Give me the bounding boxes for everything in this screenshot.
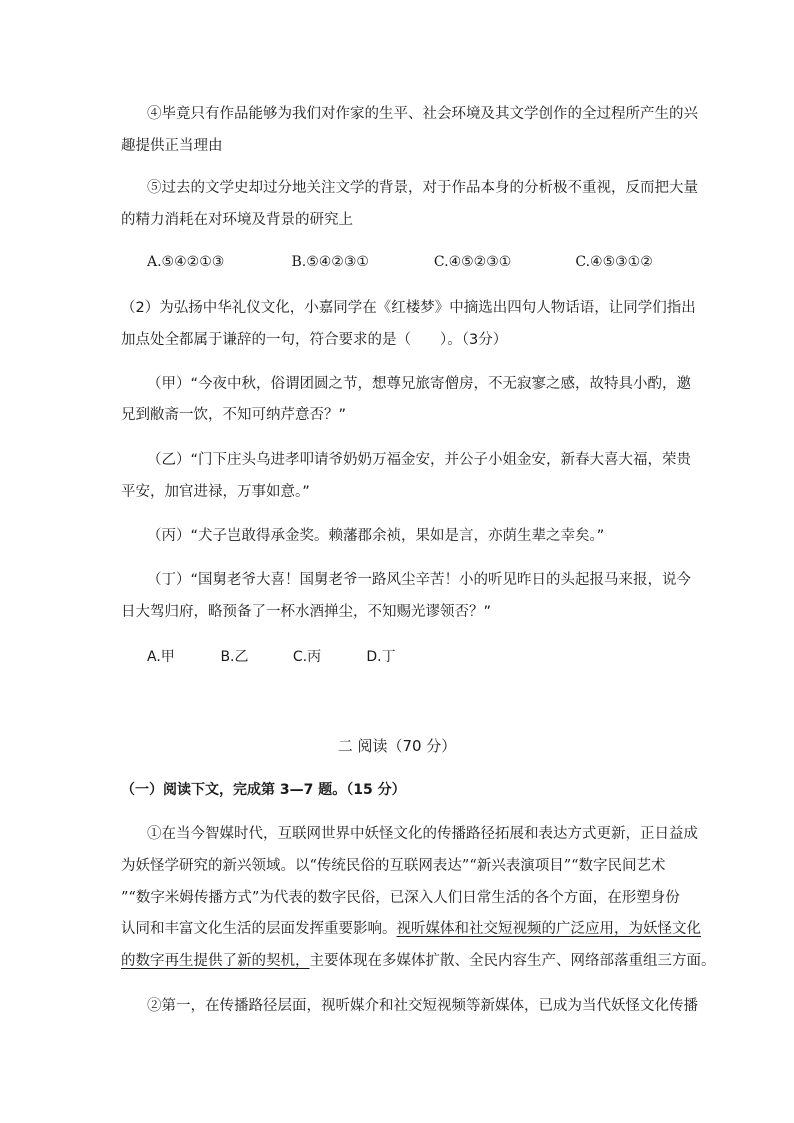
q1-option-a: A.⑤④②①③	[147, 254, 225, 270]
passage-p1-line5	[121, 951, 716, 971]
passage-p1-line3: ”“数字米姆传播方式”为代表的数字民俗，已深入人们日常生活的各个方面，在形塑身份	[121, 890, 680, 906]
q1-item4-line2: 趣提供正当理由	[121, 138, 223, 154]
q1-option-b: B.⑤④②③①	[291, 254, 369, 270]
q1-item5-line1: ⑤过去的文学史却过分地关注文学的背景，对于作品本身的分析极不重视，反而把大量	[147, 180, 698, 196]
q1-option-d: C.④⑤③①②	[575, 254, 653, 270]
q1-option-c: C.④⑤②③①	[433, 254, 512, 270]
section-heading: 二 阅读（70 分）	[337, 737, 457, 755]
q2-option-a: A.甲	[147, 649, 175, 665]
passage-p1-line5-plain: 主要体现在多媒体扩散、全民内容生产、网络部落重组三方面。	[309, 953, 716, 969]
q2-option-c: C.丙	[292, 649, 322, 665]
q2-stem-line2: 加点处全都属于谦辞的一句，符合要求的是（ ）。（3分）	[121, 332, 508, 348]
passage-p1-underlined-text: 视听媒体和社交短视频的广泛应用，为妖怪文化	[396, 921, 701, 937]
q1-options	[147, 254, 653, 270]
passage-p1-underlined-text-end: 的数字再生提供了新的契机，	[121, 953, 310, 969]
passage-p1-line1: ①在当今智媒时代，互联网世界中妖怪文化的传播路径拓展和表达方式更新，正日益成	[147, 826, 698, 842]
q2-option-b: B.乙	[220, 649, 249, 665]
q2-yi-line2: 平安，加官进禄，万事如意。”	[121, 484, 310, 500]
q2-yi-line1: （乙）“门下庄头乌进孝叩请爷奶奶万福金安，并公子小姐金安，新春大喜大福，荣贵	[147, 452, 692, 468]
section-subheading: （一）阅读下文，完成第 3—7 题。（15 分）	[121, 782, 406, 798]
passage-p1-line4	[121, 919, 701, 939]
passage-p1-line2: 为妖怪学研究的新兴领域。以“传统民俗的互联网表达”“新兴表演项目”“数字民间艺术	[121, 858, 666, 874]
q2-ding-line2: 日大驾归府，略预备了一杯水酒掸尘，不知赐光谬领否？”	[121, 604, 492, 620]
q2-option-d: D.丁	[366, 649, 396, 665]
q2-stem-line1: （2）为弘扬中华礼仪文化，小嘉同学在《红楼梦》中摘选出四句人物话语，让同学们指出	[121, 300, 696, 316]
q1-item5-line2: 的精力消耗在对环境及背景的研究上	[121, 212, 353, 228]
q1-item4-line1: ④毕竟只有作品能够为我们对作家的生平、社会环境及其文学创作的全过程所产生的兴	[147, 106, 698, 122]
q2-jia-line2: 兄到敝斋一饮，不知可纳芹意否？”	[121, 407, 347, 423]
q2-options	[147, 646, 396, 666]
q2-ding-line1: （丁）“国舅老爷大喜！国舅老爷一路风尘辛苦！小的听见昨日的头起报马来报，说今	[147, 572, 692, 588]
passage-p2-line1: ②第一，在传播路径层面，视听媒介和社交短视频等新媒体，已成为当代妖怪文化传播	[147, 998, 698, 1014]
q2-bing-line1: （丙）“犬子岂敢得承金奖。赖藩郡余祯，果如是言，亦荫生辈之幸矣。”	[147, 528, 605, 544]
q2-jia-line1: （甲）“今夜中秋，俗谓团圆之节，想尊兄旅寄僧房，不无寂寥之感，故特具小酌，邀	[147, 376, 692, 392]
passage-p1-line4-plain: 认同和丰富文化生活的层面发挥重要影响。	[121, 921, 397, 937]
